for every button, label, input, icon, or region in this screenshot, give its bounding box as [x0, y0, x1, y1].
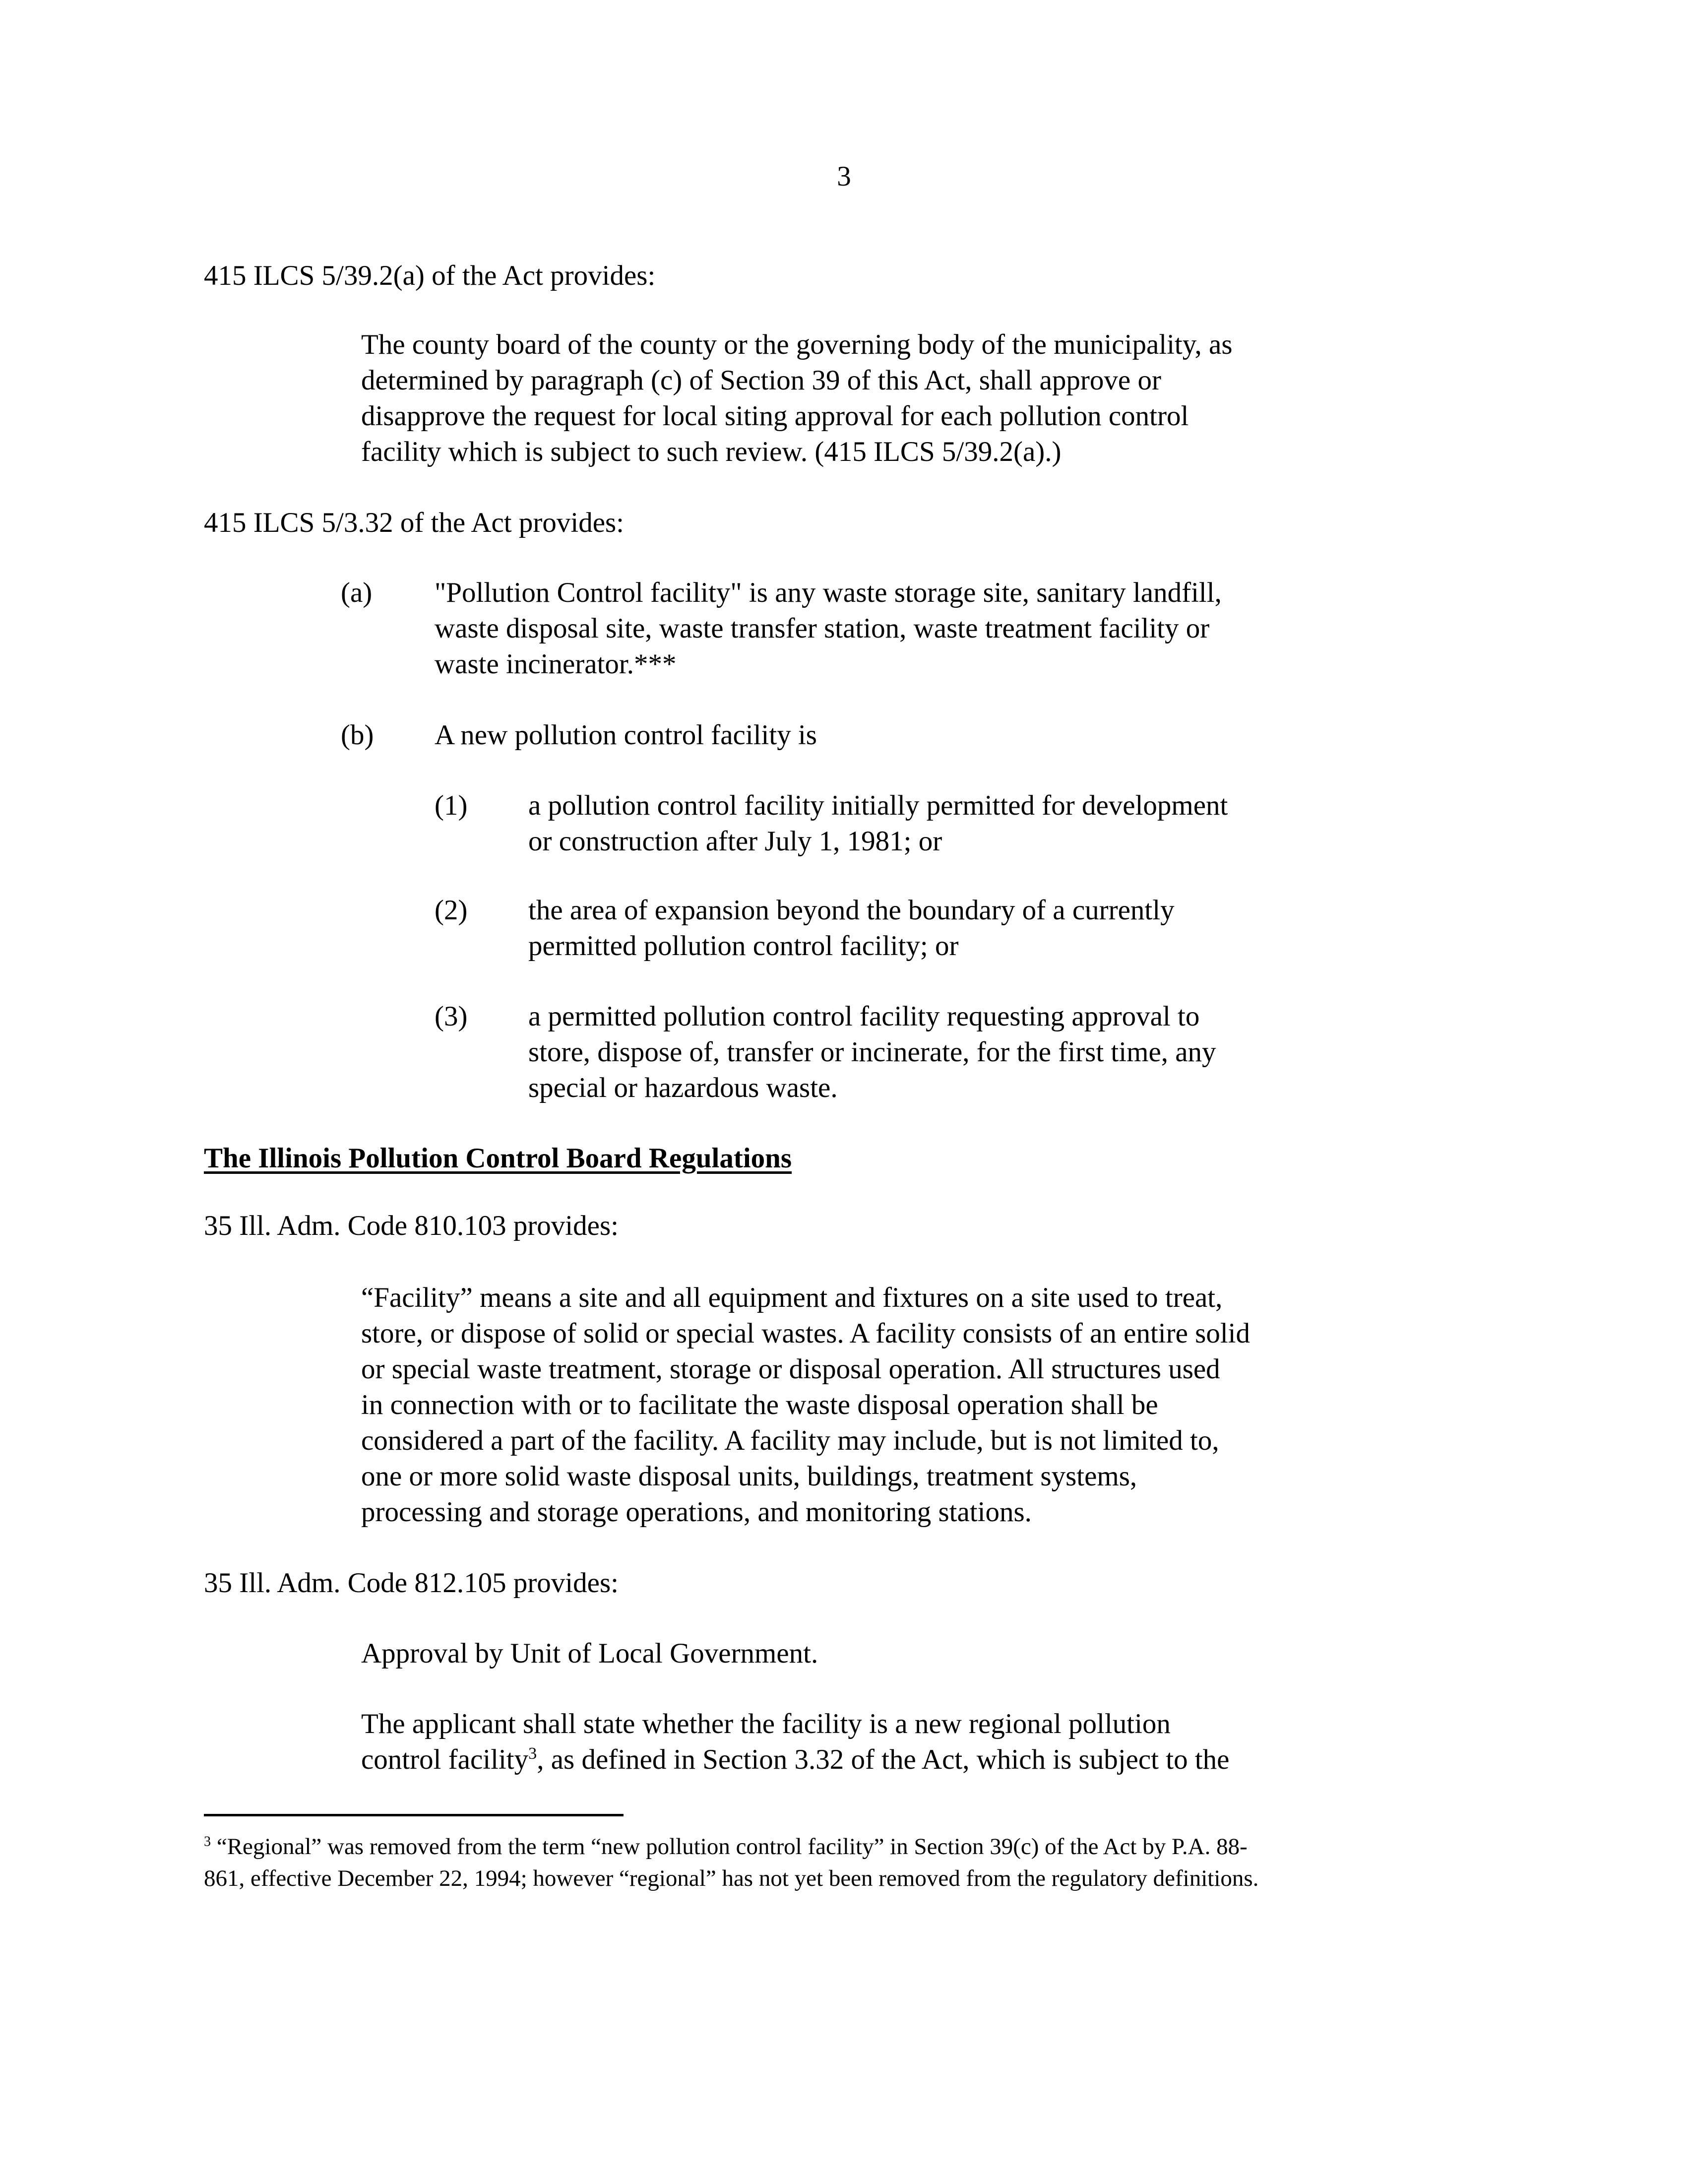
- statute-intro: 415 ILCS 5/3.32 of the Act provides:: [204, 507, 625, 538]
- sub2-label: (2): [435, 895, 468, 926]
- quote-line: processing and storage operations, and monitoring stations.: [361, 1496, 1032, 1528]
- quote-text: control facility: [361, 1744, 529, 1775]
- regulation-intro: 35 Ill. Adm. Code 810.103 provides:: [204, 1210, 619, 1241]
- sub3-label: (3): [435, 1001, 468, 1032]
- quote-line: store, or dispose of solid or special wastes. A facility consists of an entire solid: [361, 1318, 1250, 1349]
- page-number: 3: [837, 161, 851, 192]
- block-quote-39-2: [361, 327, 1233, 470]
- item-line: "Pollution Control facility" is any waste storage site, sanitary landfill,: [435, 577, 1222, 608]
- item-line: permitted pollution control facility; or: [528, 930, 959, 962]
- statute-intro: 415 ILCS 5/39.2(a) of the Act provides:: [204, 260, 656, 291]
- footnote-line: “Regional” was removed from the term “new pollution control facility” in Section 39(c) of the Act by P.A. 88-: [211, 1834, 1248, 1860]
- quote-line: disapprove the request for local siting approval for each pollution control: [361, 400, 1189, 432]
- quote-line: considered a part of the facility. A facility may include, but is not limited to,: [361, 1425, 1219, 1456]
- quote-line: [361, 1742, 1229, 1778]
- block-quote-810-103: [361, 1280, 1250, 1530]
- section-heading: The Illinois Pollution Control Board Regulations: [204, 1143, 792, 1174]
- quote-line: facility which is subject to such review. (415 ILCS 5/39.2(a).): [361, 436, 1062, 467]
- footnote-number: 3: [204, 1834, 211, 1850]
- item-line: waste disposal site, waste transfer station, waste treatment facility or: [435, 613, 1210, 644]
- sub1-label: (1): [435, 790, 468, 821]
- quote-line: determined by paragraph (c) of Section 39 of this Act, shall approve or: [361, 365, 1161, 396]
- quote-line: one or more solid waste disposal units, buildings, treatment systems,: [361, 1461, 1137, 1492]
- quote-line: in connection with or to facilitate the waste disposal operation shall be: [361, 1389, 1158, 1420]
- footnote: [204, 1831, 1258, 1894]
- item-line: a permitted pollution control facility requesting approval to: [528, 1001, 1200, 1032]
- quote-line: “Facility” means a site and all equipment and fixtures on a site used to treat,: [361, 1282, 1223, 1313]
- sub3-text: [528, 999, 1216, 1106]
- item-line: or construction after July 1, 1981; or: [528, 826, 942, 857]
- quote-line: The applicant shall state whether the facility is a new regional pollution: [361, 1708, 1171, 1739]
- quote-title: Approval by Unit of Local Government.: [361, 1638, 818, 1669]
- item-b-label: (b): [341, 719, 374, 751]
- quote-text: , as defined in Section 3.32 of the Act, which is subject to the: [537, 1744, 1230, 1775]
- item-line: special or hazardous waste.: [528, 1072, 838, 1103]
- item-a-label: (a): [341, 577, 373, 608]
- item-line: a pollution control facility initially permitted for development: [528, 790, 1228, 821]
- item-a-text: [435, 575, 1222, 682]
- sub1-text: [528, 788, 1228, 859]
- item-line: store, dispose of, transfer or incinerate, for the first time, any: [528, 1036, 1216, 1068]
- quote-line: The county board of the county or the governing body of the municipality, as: [361, 329, 1233, 360]
- sub2-text: [528, 893, 1175, 964]
- footnote-line: 861, effective December 22, 1994; however “regional” has not yet been removed from the regulatory definitions.: [204, 1865, 1259, 1891]
- regulation-intro: 35 Ill. Adm. Code 812.105 provides:: [204, 1567, 619, 1599]
- quote-line: or special waste treatment, storage or disposal operation. All structures used: [361, 1353, 1220, 1385]
- footnote-reference[interactable]: 3: [528, 1744, 537, 1763]
- item-line: the area of expansion beyond the boundary of a currently: [528, 895, 1175, 926]
- item-line: waste incinerator.***: [435, 648, 677, 680]
- footnote-divider: [204, 1814, 624, 1816]
- block-quote-812-105: [361, 1706, 1229, 1778]
- item-b-text: A new pollution control facility is: [435, 719, 817, 751]
